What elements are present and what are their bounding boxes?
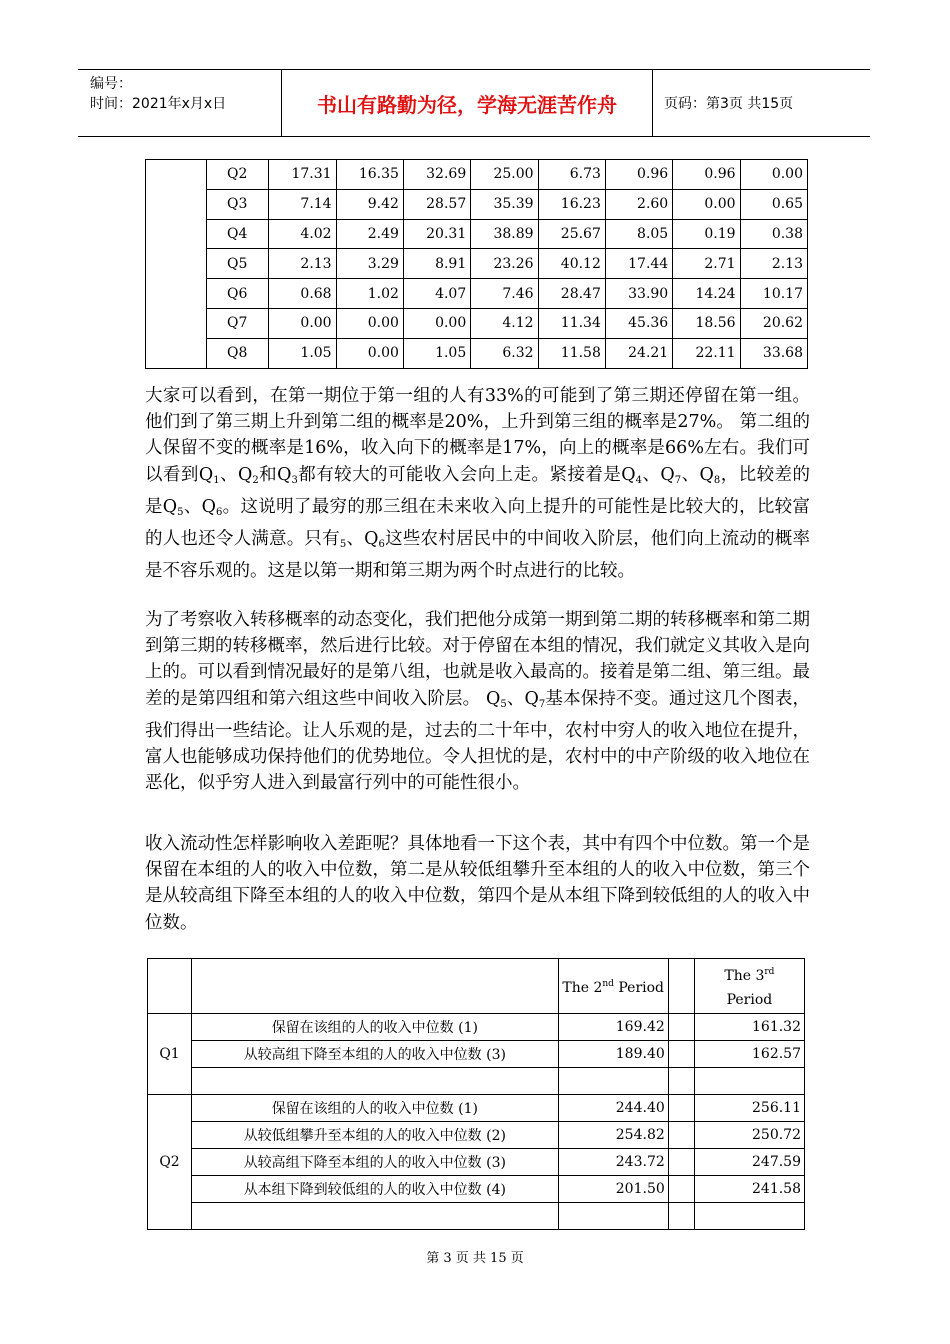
date-label: 时间：2021年x月x日 [90,96,227,112]
superscript: nd [602,979,614,989]
header-text: Period [618,980,665,996]
subscript: 5 [339,539,347,551]
value-cell: 22.11 [673,338,740,368]
empty-cell [694,1203,804,1230]
text: 、Q [183,496,216,517]
value-cell: 33.68 [740,338,807,368]
empty-cell [668,1014,694,1041]
value-2nd: 243.72 [558,1149,668,1176]
value-cell: 20.31 [403,219,470,249]
text: 为了考察收入转移概率的动态变化，我们把他分成第一期到第二期的转移概率和第二期到第三期的转移概率，然后进行比较。对于停留在本组的情况，我们就定义其收入是向上的。可以看到情况最好的是第八组，也就是收入最高的。接着是第二组、第三组。最差的是第四组和第六组这些中间收入阶层。 Q [145,610,810,709]
value-3rd: 247.59 [694,1149,804,1176]
subscript: 2 [252,474,259,486]
row-label: Q6 [207,279,269,309]
value-cell: 14.24 [673,279,740,309]
value-cell: 25.67 [538,219,605,249]
table-row [148,1176,805,1203]
text: 和Q [258,464,292,485]
table-row [148,1068,805,1095]
motto: 书山有路勤为径，学海无涯苦作舟 [282,70,653,136]
value-cell: 0.00 [336,308,403,338]
table-row [148,1095,805,1122]
value-cell: 18.56 [673,308,740,338]
row-label: Q7 [207,308,269,338]
value-cell: 0.38 [740,219,807,249]
empty-cell [668,1122,694,1149]
value-3rd: 162.57 [694,1041,804,1068]
text: 大家可以看到，在第一期位于第一组的人有33%的可能到了第三期还停留在第一组。他们到了第三期上升到第二组的概率是20%，上升到第三组的概率是27%。 第二组的人保留不变的概率是16%，收入向下的概率是17%，向上的概率是66%左右。我们可以看到Q [145,386,810,485]
row-label: Q3 [207,189,269,219]
value-cell: 4.07 [403,279,470,309]
group-label: Q2 [148,1095,192,1230]
header-text: The 3 [724,968,765,984]
subscript: 4 [635,474,642,486]
value-2nd: 201.50 [558,1176,668,1203]
value-cell: 4.12 [471,308,538,338]
table-row [146,160,808,190]
median-table [147,958,805,1230]
value-cell: 28.47 [538,279,605,309]
value-cell: 40.12 [538,249,605,279]
subscript: 6 [216,506,223,518]
text: ，比较差的是Q [145,464,810,517]
text: 、Q [642,464,675,485]
row-desc: 保留在该组的人的收入中位数 (1) [192,1095,559,1122]
empty-cell [558,1203,668,1230]
value-cell: 33.90 [605,279,672,309]
value-cell: 0.19 [673,219,740,249]
value-cell: 45.36 [605,308,672,338]
text: 、Q [506,688,539,709]
header-text: The 2 [562,980,603,996]
value-cell: 2.71 [673,249,740,279]
value-2nd: 169.42 [558,1014,668,1041]
subscript: 3 [291,474,298,486]
value-cell: 2.49 [336,219,403,249]
page-footer: 第 3 页 共 15 页 [426,1251,524,1266]
page-label: 页码：第3页 共15页 [664,96,794,112]
table-row [148,1041,805,1068]
number-label: 编号： [90,76,132,92]
empty-cell [668,959,694,1014]
empty-cell [668,1149,694,1176]
value-cell: 17.31 [269,160,336,190]
value-cell: 9.42 [336,189,403,219]
value-cell: 0.00 [403,308,470,338]
subscript: 1 [213,474,220,486]
row-desc: 从较低组攀升至本组的人的收入中位数 (2) [192,1122,559,1149]
subscript: 7 [674,474,682,486]
value-cell: 2.13 [269,249,336,279]
value-2nd: 189.40 [558,1041,668,1068]
table-row [146,219,808,249]
value-cell: 2.60 [605,189,672,219]
empty-cell [192,1203,559,1230]
value-cell: 0.00 [269,308,336,338]
empty-cell [192,959,559,1014]
value-3rd: 256.11 [694,1095,804,1122]
subscript: 5 [177,506,184,518]
empty-cell [668,1203,694,1230]
row-label: Q8 [207,338,269,368]
value-cell: 6.32 [471,338,538,368]
value-cell: 25.00 [471,160,538,190]
value-cell: 8.05 [605,219,672,249]
empty-cell [192,1068,559,1095]
value-cell: 23.26 [471,249,538,279]
value-cell: 28.57 [403,189,470,219]
value-cell: 0.96 [673,160,740,190]
text: 、Q [681,464,714,485]
value-cell: 1.05 [269,338,336,368]
row-desc: 从较高组下降至本组的人的收入中位数 (3) [192,1149,559,1176]
table-row [146,279,808,309]
value-cell: 0.96 [605,160,672,190]
col-2nd-period [558,959,668,1014]
value-cell: 0.65 [740,189,807,219]
value-cell: 0.68 [269,279,336,309]
header-text: Period [726,992,773,1008]
row-desc: 从本组下降到较低组的人的收入中位数 (4) [192,1176,559,1203]
table-row [146,308,808,338]
value-cell: 24.21 [605,338,672,368]
value-cell: 35.39 [471,189,538,219]
value-cell: 8.91 [403,249,470,279]
row-label: Q4 [207,219,269,249]
table-row [148,1149,805,1176]
value-3rd: 161.32 [694,1014,804,1041]
value-2nd: 254.82 [558,1122,668,1149]
empty-cell [668,1041,694,1068]
value-cell: 3.29 [336,249,403,279]
empty-cell [668,1095,694,1122]
text: 。这说明了最穷的那三组在未来收入向上提升的可能性是比较大的，比较富的人也还令人满意。只有 [145,496,810,550]
text: 基本保持不变。通过这几个图表，我们得出一些结论。让人乐观的是，过去的二十年中，农村中穷人的收入地位在提升，富人也能够成功保持他们的优势地位。令人担忧的是，农村中的中产阶级的收入地位在恶化，似乎穷人进入到最富行列中的可能性很小。 [145,688,810,794]
header-meta [78,70,282,136]
paragraph-1 [145,383,810,584]
value-3rd: 250.72 [694,1122,804,1149]
value-cell: 6.73 [538,160,605,190]
empty-cell [558,1068,668,1095]
row-desc: 从较高组下降至本组的人的收入中位数 (3) [192,1041,559,1068]
value-cell: 32.69 [403,160,470,190]
col-3rd-period [694,959,804,1014]
paragraph-3: 收入流动性怎样影响收入差距呢？具体地看一下这个表，其中有四个中位数。第一个是保留在本组的人的收入中位数，第二是从较低组攀升至本组的人的收入中位数，第三个是从较高组下降至本组的人的收入中位数，第四个是从本组下降到较低组的人的收入中位数。 [145,834,810,933]
value-cell: 4.02 [269,219,336,249]
value-cell: 7.14 [269,189,336,219]
empty-cell [668,1176,694,1203]
paragraph-2 [145,607,810,796]
value-cell: 0.00 [673,189,740,219]
value-cell: 0.00 [336,338,403,368]
row-desc: 保留在该组的人的收入中位数 (1) [192,1014,559,1041]
text: 这些农村居民中的中间收入阶层，他们向上流动的概率是不容乐观的。这是以第一期和第三期为两个时点进行的比较。 [145,529,811,582]
subscript: 7 [538,698,546,710]
table-row [146,189,808,219]
table-row [148,1203,805,1230]
value-cell: 7.46 [471,279,538,309]
value-cell: 17.44 [605,249,672,279]
empty-cell [694,1068,804,1095]
text: 都有较大的可能收入会向上走。紧接着是Q [297,464,636,485]
value-cell: 10.17 [740,279,807,309]
subscript: 8 [713,474,721,486]
value-cell: 16.23 [538,189,605,219]
table-header-row [148,959,805,1014]
value-cell: 38.89 [471,219,538,249]
value-cell: 11.34 [538,308,605,338]
row-label: Q2 [207,160,269,190]
table-row [146,249,808,279]
subscript: 6 [378,539,385,551]
row-label: Q5 [207,249,269,279]
transition-table [145,159,808,369]
table-row [148,1014,805,1041]
page-header [78,69,870,137]
value-cell: 1.02 [336,279,403,309]
value-cell: 11.58 [538,338,605,368]
table-row [148,1122,805,1149]
value-cell: 2.13 [740,249,807,279]
table-row [146,338,808,368]
value-cell: 1.05 [403,338,470,368]
group-label: Q1 [148,1014,192,1095]
superscript: rd [764,967,775,977]
value-2nd: 244.40 [558,1095,668,1122]
empty-cell [668,1068,694,1095]
text: 、Q [346,529,379,550]
text: 、Q [219,464,253,485]
empty-cell [146,160,207,369]
value-cell: 20.62 [740,308,807,338]
value-3rd: 241.58 [694,1176,804,1203]
value-cell: 0.00 [740,160,807,190]
subscript: 5 [500,698,507,710]
value-cell: 16.35 [336,160,403,190]
empty-cell [148,959,192,1014]
